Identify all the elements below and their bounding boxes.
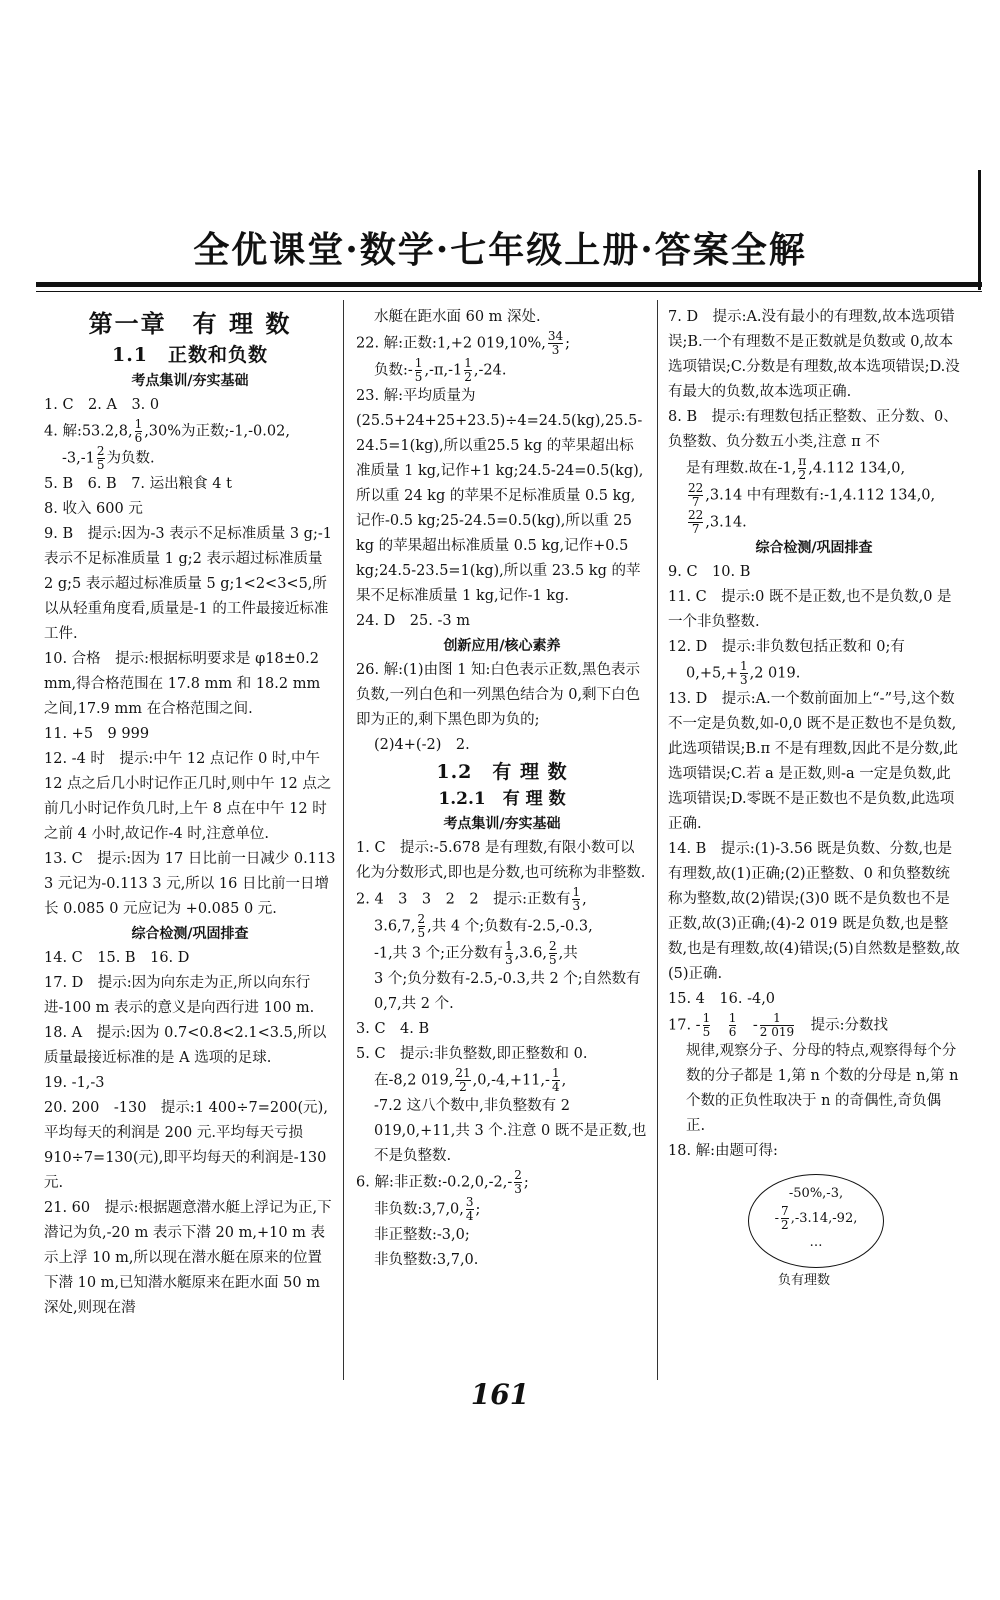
- answer-line: 17. D 提示:因为向东走为正,所以向东行进-100 m 表示的意义是向西行进 100 m.: [44, 975, 315, 1016]
- title-rule-thin: [36, 291, 982, 292]
- answer-line: 5. C 提示:非负整数,即正整数和 0.: [356, 1046, 588, 1062]
- set-line: …: [809, 1235, 823, 1250]
- answer-line: 18. A 提示:因为 0.7<0.8<2.1<3.5,所以质量最接近标准的是 A 选项的足球.: [44, 1025, 327, 1066]
- fraction: $\frac{1}{4}$: [551, 1066, 560, 1094]
- set-label: 负有理数: [778, 1273, 831, 1288]
- answer-line: 9. C 10. B: [668, 564, 751, 580]
- subsection-tag: 综合检测/巩固排查: [755, 540, 873, 556]
- subsection-tag: 综合检测/巩固排查: [131, 926, 249, 942]
- fraction: $\frac{2}{5}$: [417, 912, 426, 940]
- answer-line: 9. B 提示:因为-3 表示不足标准质量 3 g;-1 表示不足标准质量 1 g;2 表示超过标准质量 2 g;5 表示超过标准质量 5 g;1<2<3<5,所以从轻重角度看,质量是-1 的工件最接近标准工件.: [44, 526, 332, 642]
- answer-line: 13. C 提示:因为 17 日比前一日减少 0.113 3 元记为-0.113 3 元,所以 16 日比前一日增长 0.085 0 元应记为 +0.085 0 元.: [44, 851, 336, 917]
- answer-line: -7.2 这八个数中,非负整数有 2 019,0,+11,共 3 个.注意 0 既不是正数,也不是负整数.: [374, 1098, 647, 1164]
- section-heading: 1.1 正数和负数: [111, 344, 269, 366]
- answer-line: 8. 收入 600 元: [44, 501, 143, 517]
- fraction: $\frac{2}{3}$: [514, 1168, 522, 1196]
- set-line: -50%,-3,: [788, 1186, 844, 1201]
- subsection-tag: 考点集训/夯实基础: [443, 816, 561, 832]
- edge-bar: [978, 170, 981, 290]
- fraction: $\frac{1}{5}$: [702, 1011, 711, 1039]
- fraction: $\frac{1}{3}$: [572, 885, 581, 913]
- answer-line: 23. 解:平均质量为(25.5+24+25+23.5)÷4=24.5(kg),25.5-24.5=1(kg),所以重25.5 kg 的苹果超出标准质量 1 kg,记作+1 kg;24.5-24=0.5(kg),所以重 24 kg 的苹果不足标准质量 0.5 kg,记作-0.5 kg;25-24.5=0.5(kg),所以重 25 kg 的苹果超出标准质量 0.5 kg,记作+0.5 kg;24.5-23.5=1(kg),所以重 23.5 kg 的苹果不足标准质量 1 kg,记作-1 kg.: [356, 388, 644, 604]
- answer-line: 14. C 15. B 16. D: [44, 950, 190, 966]
- column-separator-1: [343, 300, 344, 1380]
- answer-line: 是有理数.故在-1, $\frac{\pi}{2}$ ,4.112 134,0,: [686, 454, 906, 482]
- answer-line: $\frac{22}{7}$ ,3.14.: [688, 508, 747, 536]
- answer-line: 20. 200 -130 提示:1 400÷7=200(元),平均每天的利润是 200 元.平均每天亏损910÷7=130(元),即平均每天的利润是-130 元.: [44, 1100, 328, 1191]
- fraction: $\frac{1}{5}$: [414, 356, 423, 384]
- column-separator-2: [657, 300, 658, 1380]
- fraction: $\frac{34}{3}$: [547, 329, 564, 357]
- answer-line: 规律,观察分子、分母的特点,观察得每个分数的分子都是 1,第 n 个数的分母是 n,第 n 个数的正负性取决于 n 的奇偶性,奇负偶正.: [686, 1043, 959, 1134]
- fraction: $\frac{1}{3}$: [505, 939, 513, 967]
- answer-line: 21. 60 提示:根据题意潜水艇上浮记为正,下潜记为负,-20 m 表示下潜 20 m,+10 m 表示上浮 10 m,所以现在潜水艇在原来的位置下潜 10 m,已知潜水艇原来在距水面 50 m 深处,则现在潜: [44, 1200, 332, 1316]
- answer-line: 3. C 4. B: [356, 1021, 430, 1037]
- fraction: $\frac{7}{2}$: [781, 1204, 789, 1232]
- fraction: $\frac{1}{6}$: [728, 1011, 737, 1039]
- column-3: [668, 305, 960, 1293]
- fraction: $\frac{22}{7}$: [688, 481, 704, 509]
- answer-line: 1. C 2. A 3. 0: [44, 397, 160, 413]
- answer-line: 8. B 提示:有理数包括正整数、正分数、0、负整数、负分数五小类,注意 π 不: [668, 409, 958, 450]
- fraction: $\frac{2}{5}$: [548, 939, 557, 967]
- subsection-heading: 1.2.1 有 理 数: [438, 789, 566, 809]
- subsection-tag: 考点集训/夯实基础: [131, 373, 249, 389]
- answer-line: 18. 解:由题可得:: [668, 1143, 778, 1159]
- chapter-heading: 第一章 有 理 数: [88, 309, 292, 338]
- answer-line: 0,+5,+ $\frac{1}{3}$ ,2 019.: [686, 659, 801, 687]
- negative-rational-set-ellipse: [748, 1174, 884, 1268]
- fraction: $\frac{1}{2}$: [464, 356, 472, 384]
- answer-line: 5. B 6. B 7. 运出粮食 4 t: [44, 476, 232, 492]
- answer-line: 1. C 提示:-5.678 是有理数,有限小数可以化为分数形式,即也是分数,也可统称为非整数.: [356, 840, 646, 881]
- answer-line: 2. 4 3 3 2 2 提示:正数有 $\frac{1}{3}$ ,: [356, 885, 587, 913]
- answer-line: 10. 合格 提示:根据标明要求是 φ18±0.2 mm,得合格范围在 17.8 mm 和 18.2 mm 之间,17.9 mm 在合格范围之间.: [44, 651, 321, 717]
- answer-line: (2)4+(-2) 2.: [374, 737, 470, 753]
- answer-line: 水艇在距水面 60 m 深处.: [374, 309, 541, 325]
- answer-line: 13. D 提示:A.一个数前面加上“-”号,这个数不一定是负数,如-0,0 既不是正数也不是负数,此选项错误;B.π 不是有理数,因此不是分数,此选项错误;C.若 a 是正数,则-a 一定是负数,此选项错误;D.零既不是正数也不是负数,此选项正确.: [668, 691, 959, 832]
- answer-line: 3 个;负分数有-2.5,-0.3,共 2 个;自然数有 0,7,共 2 个.: [374, 971, 641, 1012]
- column-1: [44, 305, 336, 1321]
- fraction: $\frac{22}{7}$: [688, 508, 704, 536]
- answer-line: 非负数:3,7,0, $\frac{3}{4}$ ;: [374, 1195, 481, 1223]
- answer-line: 7. D 提示:A.没有最小的有理数,故本选项错误;B.一个有理数不是正数就是负数或 0,故本选项错误;C.分数是有理数,故本选项错误;D.没有最大的负数,故本选项正确.: [668, 309, 960, 400]
- answer-line: 12. -4 时 提示:中午 12 点记作 0 时,中午 12 点之后几小时记作正几时,则中午 12 点之前几小时记作负几时,上午 8 点在中午 12 时之前 4 小时,故记作-4 时,注意单位.: [44, 751, 332, 842]
- fraction: $\frac{1}{6}$: [134, 417, 143, 445]
- answer-line: 11. +5 9 999: [44, 726, 150, 742]
- answer-line: 3.6,7, $\frac{2}{5}$ ,共 4 个;负数有-2.5,-0.3,: [374, 912, 593, 940]
- page-number: 161: [470, 1378, 530, 1411]
- answer-line: 17. - $\frac{1}{5}$ $\frac{1}{6}$ - $\frac{1}{2 019}$ 提示:分数找: [668, 1011, 889, 1039]
- fraction: $\frac{3}{4}$: [465, 1195, 474, 1223]
- set-line: - $\frac{7}{2}$ ,-3.14,-92,: [774, 1204, 858, 1232]
- fraction: $\frac{1}{3}$: [739, 659, 748, 687]
- fraction: $\frac{21}{2}$: [455, 1066, 471, 1094]
- answer-line: 22. 解:正数:1,+2 019,10%, $\frac{34}{3}$ ;: [356, 329, 571, 357]
- fraction: $\frac{1}{2 019}$: [759, 1011, 795, 1039]
- fraction: $\frac{2}{5}$: [96, 444, 105, 472]
- answer-line: 非负整数:3,7,0.: [374, 1252, 479, 1268]
- answer-line: 12. D 提示:非负数包括正数和 0;有: [668, 639, 905, 655]
- subsection-tag: 创新应用/核心素养: [443, 638, 561, 654]
- section-heading: 1.2 有 理 数: [436, 761, 568, 783]
- answer-line: 非正整数:-3,0;: [374, 1227, 470, 1243]
- answer-line: -1,共 3 个;正分数有 $\frac{1}{3}$ ,3.6, $\frac{2}{5}$ ,共: [374, 939, 578, 967]
- column-2: [356, 305, 648, 1273]
- answer-line: 在-8,2 019, $\frac{21}{2}$ ,0,-4,+11,- $\frac{1}{4}$ ,: [374, 1066, 567, 1094]
- answer-line: 15. 4 16. -4,0: [668, 991, 776, 1007]
- answer-line: 负数:- $\frac{1}{5}$ ,-π,-1 $\frac{1}{2}$ ,-24.: [374, 356, 507, 384]
- answer-line: 26. 解:(1)由图 1 知:白色表示正数,黑色表示负数,一列白色和一列黑色结合为 0,剩下白色即为正的,剩下黑色即为负的;: [356, 662, 641, 728]
- answer-line: 24. D 25. -3 m: [356, 613, 470, 629]
- page-title: 全优课堂·数学·七年级上册·答案全解: [193, 229, 807, 271]
- fraction: $\frac{\pi}{2}$: [798, 454, 807, 482]
- title-rule-thick: [36, 282, 982, 287]
- answer-line: 6. 解:非正数:-0.2,0,-2,- $\frac{2}{3}$ ;: [356, 1168, 529, 1196]
- answer-line: 11. C 提示:0 既不是正数,也不是负数,0 是一个非负整数.: [668, 589, 952, 630]
- answer-line: $\frac{22}{7}$ ,3.14 中有理数有:-1,4.112 134,0,: [688, 481, 936, 509]
- answer-line: -3,-1 $\frac{2}{5}$ 为负数.: [62, 444, 155, 472]
- answer-line: 14. B 提示:(1)-3.56 既是负数、分数,也是有理数,故(1)正确;(2)正整数、0 和负整数统称为整数,故(2)错误;(3)0 既不是负数也不是正数,故(3)正确;(4)-2 019 既是负数,也是整数,也是有理数,故(4)错误;(5)自然数是整数,故(5)正确.: [668, 841, 960, 982]
- answer-line: 19. -1,-3: [44, 1075, 105, 1091]
- answer-line: 4. 解:53.2,8, $\frac{1}{6}$ ,30%为正数;-1,-0.02,: [44, 417, 290, 445]
